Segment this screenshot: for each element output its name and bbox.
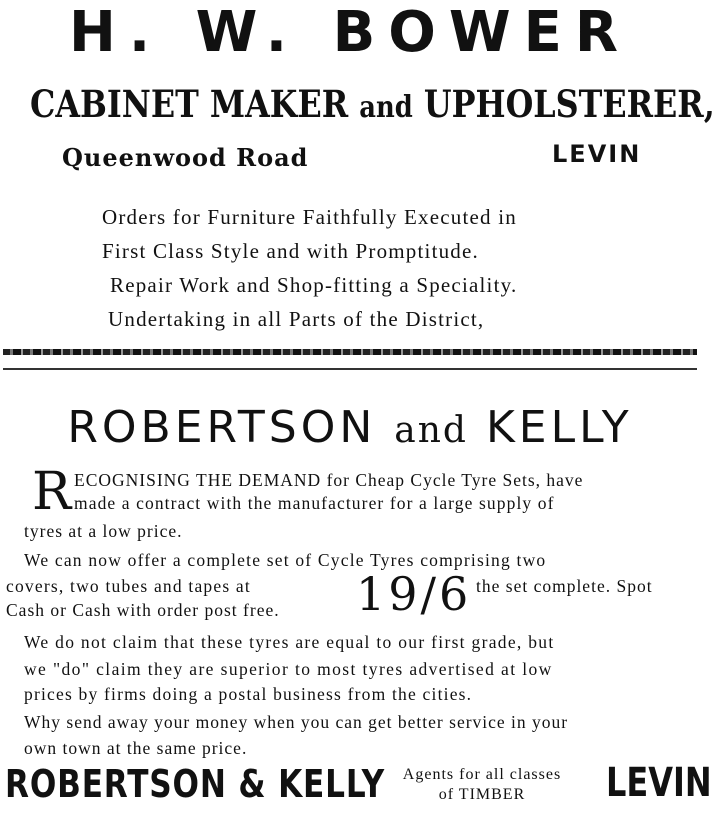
trade-and: and <box>359 90 413 125</box>
bower-trade-line <box>30 80 715 132</box>
trade-upholsterer: UPHOLSTERER, <box>423 82 715 126</box>
paragraph-line: prices by firms doing a postal business from the cities. <box>24 684 473 704</box>
title-robertson: ROBERTSON <box>67 402 377 453</box>
paragraph-line: we "do" claim they are superior to most tyres advertised at low <box>24 659 553 679</box>
bower-address-town: LEVIN <box>552 140 642 168</box>
footer-business-name: ROBERTSON & KELLY <box>5 762 386 806</box>
bower-business-name: H. W. BOWER <box>68 0 632 65</box>
paragraph-line: made a contract with the manufacturer for a large supply of <box>74 493 555 513</box>
bower-service-line: Orders for Furniture Faithfully Executed in <box>102 205 517 229</box>
drop-cap: R <box>32 462 72 522</box>
paragraph-line: own town at the same price. <box>24 738 248 758</box>
robertson-kelly-title <box>0 402 700 453</box>
paragraph-line: ECOGNISING THE DEMAND for Cheap Cycle Tyre Sets, have <box>74 470 584 490</box>
trade-cabinet-maker: CABINET MAKER <box>30 82 349 126</box>
title-kelly: KELLY <box>485 402 633 453</box>
bower-address-road: Queenwood Road <box>62 143 309 172</box>
price-tag: 19/6 <box>356 567 472 621</box>
paragraph-line: the set complete. Spot <box>476 576 653 596</box>
footer-town: LEVIN <box>606 760 712 806</box>
paragraph-line: We do not claim that these tyres are equal to our first grade, but <box>24 632 555 652</box>
bower-service-line: First Class Style and with Promptitude. <box>102 239 479 263</box>
bower-service-line: Undertaking in all Parts of the District, <box>108 307 485 331</box>
bower-services-list <box>102 200 517 336</box>
paragraph-line: tyres at a low price. <box>24 521 183 541</box>
paragraph-line: We can now offer a complete set of Cycle Tyres comprising two <box>24 550 547 570</box>
column-divider-heavy <box>3 349 697 355</box>
paragraph-line: covers, two tubes and tapes at <box>6 576 251 596</box>
agents-line: Agents for all classes <box>402 766 562 783</box>
footer-agents-note <box>392 765 572 805</box>
bower-service-line: Repair Work and Shop-fitting a Speciality. <box>110 273 518 297</box>
title-and: and <box>394 410 468 451</box>
agents-line: of TIMBER <box>438 786 526 803</box>
paragraph-line: Why send away your money when you can get better service in your <box>24 712 569 732</box>
paragraph-line: Cash or Cash with order post free. <box>6 600 280 620</box>
